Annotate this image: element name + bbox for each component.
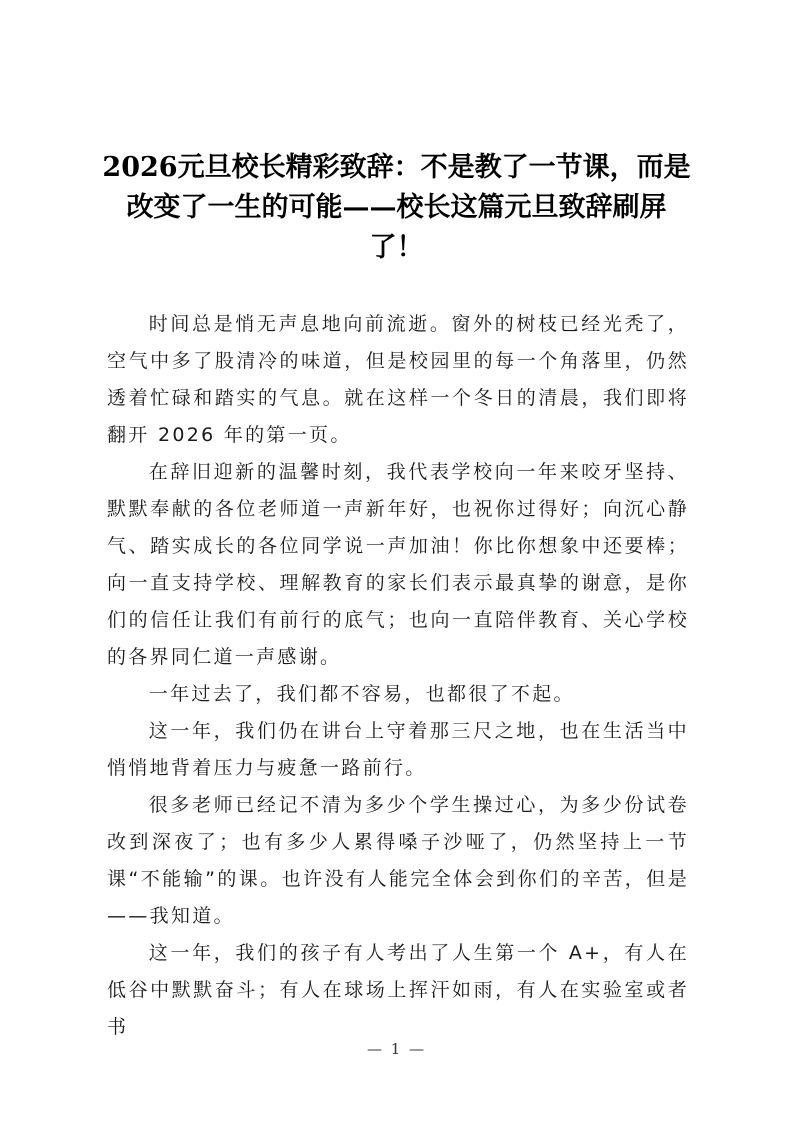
paragraph-6: 这一年，我们的孩子有人考出了人生第一个 A+，有人在低谷中默默奋斗；有人在球场上挥汗如雨，有人在实验室或者书	[107, 942, 689, 1038]
paragraph-2: 在辞旧迎新的温馨时刻，我代表学校向一年来咬牙坚持、默默奉献的各位老师道一声新年好，也祝你过得好；向沉心静气、踏实成长的各位同学说一声加油！你比你想象中还要棒；向一直支持学校、理解教育的家长们表示最真挚的谢意，是你们的信任让我们有前行的底气；也向一直陪伴教育、关心学校的各界同仁道一声感谢。	[107, 461, 689, 668]
paragraph-5: 很多老师已经记不清为多少个学生操过心，为多少份试卷改到深夜了；也有多少人累得嗓子沙哑了，仍然坚持上一节课“不能输”的课。也许没有人能完全体会到你们的辛苦，但是——我知道。	[107, 794, 689, 927]
paragraph-1: 时间总是悄无声息地向前流逝。窗外的树枝已经光秃了，空气中多了股清冷的味道，但是校园里的每一个角落里，仍然透着忙碌和踏实的气息。就在这样一个冬日的清晨，我们即将翻开 2026 年的第一页。	[107, 313, 689, 446]
document-title: 2026元旦校长精彩致辞：不是教了一节课，而是改变了一生的可能——校长这篇元旦致辞刷屏了！	[102, 152, 691, 263]
paragraph-4: 这一年，我们仍在讲台上守着那三尺之地，也在生活当中悄悄地背着压力与疲惫一路前行。	[107, 720, 689, 779]
document-body	[107, 306, 689, 1046]
page-number: — 1 —	[366, 1040, 427, 1058]
paragraph-3: 一年过去了，我们都不容易，也都很了不起。	[148, 683, 575, 705]
